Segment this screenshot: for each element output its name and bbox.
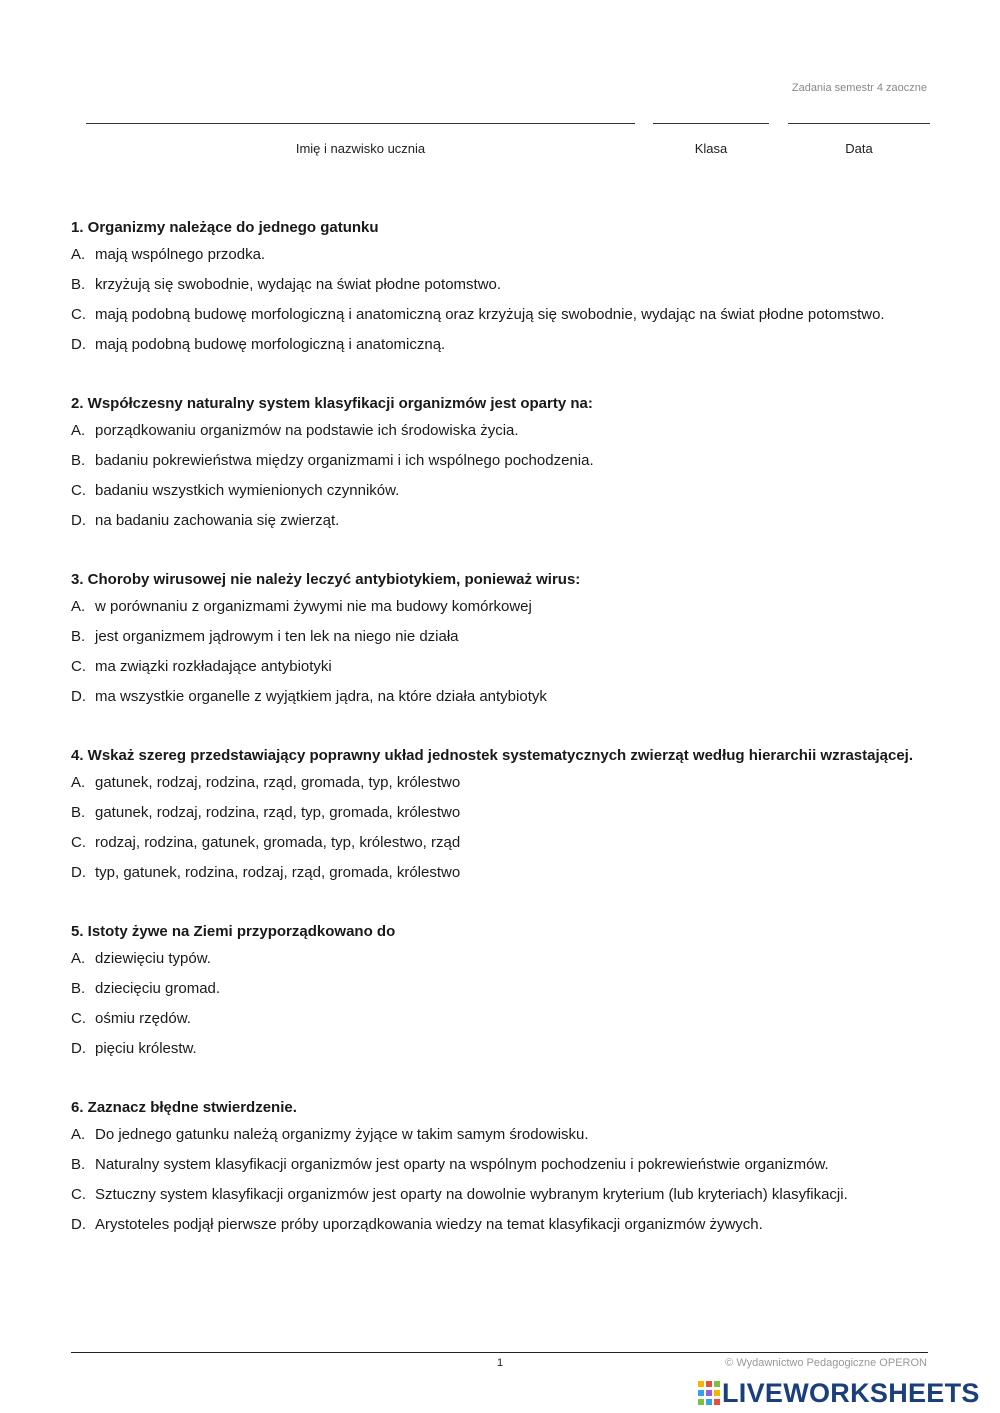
question-title: 2. Współczesny naturalny system klasyfikacji organizmów jest oparty na: [71,395,593,412]
answer-option[interactable] [71,481,931,511]
option-letter: B. [71,628,86,645]
option-text: Sztuczny system klasyfikacji organizmów jest oparty na dowolnie wybranym kryterium (lub kryteriach) klasyfikacji. [95,1186,848,1203]
liveworksheets-logo-icon [698,1381,720,1405]
option-letter: A. [71,598,86,615]
answer-option[interactable] [71,245,931,275]
question-title: 5. Istoty żywe na Ziemi przyporządkowano do [71,923,396,940]
answer-option[interactable] [71,511,931,541]
option-text: mają podobną budowę morfologiczną i anatomiczną. [95,336,446,353]
answer-option[interactable] [71,1039,931,1069]
option-text: ma związki rozkładające antybiotyki [95,658,332,675]
option-letter: C. [71,1010,86,1027]
option-letter: B. [71,276,86,293]
option-text: mają podobną budowę morfologiczną i anatomiczną oraz krzyżują się swobodnie, wydając na świat płodne potomstwo. [95,306,885,323]
answer-option[interactable] [71,979,931,1009]
header-note: Zadania semestr 4 zaoczne [791,82,927,94]
copyright-text: © Wydawnictwo Pedagogiczne OPERON [725,1357,927,1369]
option-letter: D. [71,336,86,353]
option-letter: A. [71,1126,86,1143]
option-text: na badaniu zachowania się zwierząt. [95,512,340,529]
class-label: Klasa [694,141,728,156]
question-title: 4. Wskaż szereg przedstawiający poprawny układ jednostek systematycznych zwierząt według hierarchii wzrastającej. [71,747,913,764]
date-field-line[interactable] [788,123,930,124]
option-letter: C. [71,1186,86,1203]
option-letter: A. [71,246,86,263]
answer-option[interactable] [71,305,931,335]
option-text: Do jednego gatunku należą organizmy żyjące w takim samym środowisku. [95,1126,589,1143]
option-letter: D. [71,688,86,705]
option-letter: C. [71,658,86,675]
answer-option[interactable] [71,1009,931,1039]
option-letter: B. [71,980,86,997]
footer-divider [71,1352,928,1353]
option-text: w porównaniu z organizmami żywymi nie ma budowy komórkowej [95,598,532,615]
answer-option[interactable] [71,335,931,365]
name-field-line[interactable] [86,123,635,124]
question-5 [71,922,931,1069]
option-letter: B. [71,452,86,469]
option-letter: D. [71,512,86,529]
answer-option[interactable] [71,863,931,893]
question-4 [71,746,931,893]
option-text: gatunek, rodzaj, rodzina, rząd, typ, gromada, królestwo [95,804,461,821]
answer-option[interactable] [71,1155,931,1185]
option-text: pięciu królestw. [95,1040,197,1057]
option-text: typ, gatunek, rodzina, rodzaj, rząd, gromada, królestwo [95,864,461,881]
answer-option[interactable] [71,803,931,833]
name-label: Imię i nazwisko ucznia [295,141,426,156]
answer-option[interactable] [71,657,931,687]
question-list [71,218,931,1274]
answer-option[interactable] [71,949,931,979]
answer-option[interactable] [71,627,931,657]
answer-option[interactable] [71,275,931,305]
liveworksheets-brand [698,1378,980,1408]
option-letter: C. [71,306,86,323]
option-letter: A. [71,950,86,967]
answer-option[interactable] [71,1125,931,1155]
option-text: Naturalny system klasyfikacji organizmów jest oparty na wspólnym pochodzeniu i pokrewieństwie organizmów. [95,1156,829,1173]
option-text: dziecięciu gromad. [95,980,221,997]
option-letter: A. [71,422,86,439]
option-letter: D. [71,1216,86,1233]
option-letter: D. [71,864,86,881]
option-text: badaniu pokrewieństwa między organizmami i ich wspólnego pochodzenia. [95,452,594,469]
option-text: badaniu wszystkich wymienionych czynników. [95,482,400,499]
answer-option[interactable] [71,1185,931,1215]
option-text: porządkowaniu organizmów na podstawie ich środowiska życia. [95,422,519,439]
question-title: 6. Zaznacz błędne stwierdzenie. [71,1099,297,1116]
date-label: Data [845,141,873,156]
answer-option[interactable] [71,451,931,481]
option-letter: B. [71,1156,86,1173]
option-letter: D. [71,1040,86,1057]
option-letter: B. [71,804,86,821]
answer-option[interactable] [71,687,931,717]
answer-option[interactable] [71,1215,931,1245]
answer-option[interactable] [71,421,931,451]
option-text: jest organizmem jądrowym i ten lek na niego nie działa [95,628,459,645]
option-letter: A. [71,774,86,791]
answer-option[interactable] [71,773,931,803]
option-text: mają wspólnego przodka. [95,246,266,263]
page-number: 1 [496,1357,504,1369]
option-text: dziewięciu typów. [95,950,211,967]
question-title: 3. Choroby wirusowej nie należy leczyć antybiotykiem, ponieważ wirus: [71,571,581,588]
answer-option[interactable] [71,597,931,627]
option-text: ma wszystkie organelle z wyjątkiem jądra, na które działa antybiotyk [95,688,547,705]
option-letter: C. [71,482,86,499]
option-text: ośmiu rzędów. [95,1010,191,1027]
answer-option[interactable] [71,833,931,863]
brand-text: LIVEWORKSHEETS [722,1378,980,1408]
option-text: gatunek, rodzaj, rodzina, rząd, gromada, typ, królestwo [95,774,461,791]
class-field-line[interactable] [653,123,769,124]
question-6 [71,1098,931,1245]
question-title: 1. Organizmy należące do jednego gatunku [71,219,379,236]
option-text: krzyżują się swobodnie, wydając na świat płodne potomstwo. [95,276,502,293]
option-text: Arystoteles podjął pierwsze próby uporządkowania wiedzy na temat klasyfikacji organizmów żywych. [95,1216,763,1233]
option-text: rodzaj, rodzina, gatunek, gromada, typ, królestwo, rząd [95,834,461,851]
question-2 [71,394,931,541]
question-3 [71,570,931,717]
question-1 [71,218,931,365]
option-letter: C. [71,834,86,851]
